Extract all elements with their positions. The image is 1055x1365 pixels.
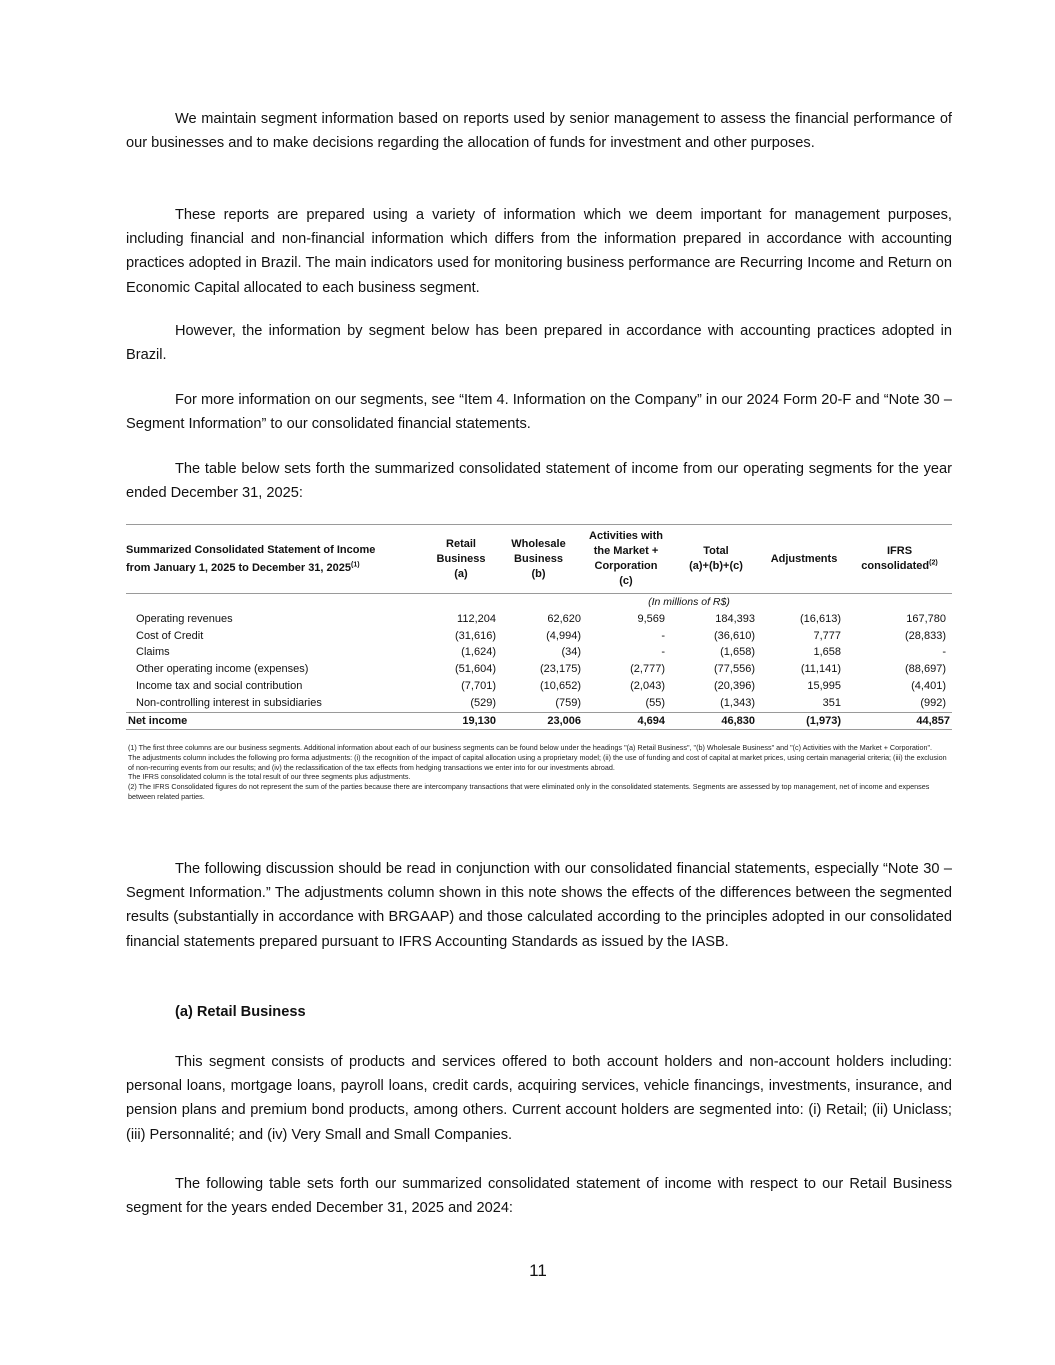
paragraph-following-discussion: The following discussion should be read in conjunction with our consolidated financial statements, especially “Note 30 – Segment Information.” The adjustments column shown in this note shows the effects of the differences between the segmented results (substantially in accordance with BRGAAP) and those calculated according to the principles adopted in our consolidated financial statements prepared pursuant to IFRS Accounting Standards as issued by the IASB. — [126, 861, 952, 950]
column-header-wholesale: Wholesale Business (b) — [496, 525, 581, 594]
footnote-2: (2) The IFRS Consolidated figures do not represent the sum of the parties because there are intercompany transactions that were eliminated only in the consolidated statements. Segments are assessed by top management, net of income and expenses between related parties. — [128, 782, 930, 801]
net-income-row: Net income 19,130 23,006 4,694 46,830 (1,973) 44,857 — [126, 712, 952, 730]
footnote-ifrs-column: The IFRS consolidated column is the total result of our three segments plus adjustments. — [128, 772, 411, 782]
paragraph-retail-segment: This segment consists of products and services offered to both account holders and non-account holders including: personal loans, mortgage loans, payroll loans, credit cards, acquiring services, vehicle financings, investments, insurance, and pension plans and premium bond products, among others. Current account holders are segmented into: (i) Retail; (ii) Uniclass; (iii) Personnalité; and (iv) Very Small and Small Companies. — [126, 1054, 952, 1143]
footnote-adjustments: The adjustments column includes the following pro forma adjustments: (i) the recognition of the impact of capital allocation using a proprietary model; (ii) the use of funding and cost of capital at market prices, using certain managerial criteria; (iii) the exclusion of non-recurring events from our results; and (iv) the reclassification of the tax effects from hedging transactions we enter into for our investments abroad. — [128, 752, 947, 772]
table-row: Operating revenues 112,204 62,620 9,569 184,393 (16,613) 167,780 — [136, 612, 946, 625]
table-row: Cost of Credit (31,616) (4,994) - (36,610) 7,777 (28,833) — [136, 629, 946, 642]
table-row: Other operating income (expenses) (51,604) (23,175) (2,777) (77,556) (11,141) (88,697) — [136, 663, 946, 676]
table-row: Non-controlling interest in subsidiaries (529) (759) (55) (1,343) 351 (992) — [136, 696, 946, 709]
column-header-retail: Retail Business (a) — [426, 525, 496, 594]
table-footnotes — [128, 743, 953, 802]
paragraph-reports-prepared: These reports are prepared using a variety of information which we deem important for management purposes, including financial and non-financial information which differs from the information prepared in accordance with accounting practices adopted in Brazil. The main indicators used for monitoring business performance are Recurring Income and Return on Economic Capital allocated to each business segment. — [126, 207, 952, 296]
column-header-market-corporation: Activities with the Market + Corporation (c) — [581, 525, 671, 594]
section-heading-retail-business: (a) Retail Business — [175, 1004, 306, 1020]
unit-note-row — [126, 594, 952, 611]
column-header-total: Total (a)+(b)+(c) — [671, 525, 761, 594]
segment-income-table — [126, 525, 952, 730]
page-number: 11 — [529, 1261, 547, 1280]
segment-income-table-container — [126, 524, 952, 730]
table-row: Claims (1,624) (34) - (1,658) 1,658 - — [136, 646, 946, 659]
paragraph-retail-table-intro: The following table sets forth our summarized consolidated statement of income with respect to our Retail Business segment for the years ended December 31, 2025 and 2024: — [126, 1176, 952, 1217]
column-header-ifrs: IFRS consolidated$^{(2)}$ — [847, 525, 952, 594]
table-title: Summarized Consolidated Statement of Income from January 1, 2025 to December 31, 2025$^{(1)}$ — [126, 525, 426, 594]
paragraph-segment-information: We maintain segment information based on reports used by senior management to assess the financial performance of our businesses and to make decisions regarding the allocation of funds for investment and other purposes. — [126, 111, 952, 152]
column-header-adjustments: Adjustments — [761, 525, 847, 594]
paragraph-table-intro: The table below sets forth the summarized consolidated statement of income from our operating segments for the year ended December 31, 2025: — [126, 461, 952, 502]
paragraph-brazil-practices: However, the information by segment below has been prepared in accordance with accounting practices adopted in Brazil. — [126, 323, 952, 364]
paragraph-more-information: For more information on our segments, see “Item 4. Information on the Company” in our 2024 Form 20-F and “Note 30 – Segment Information” to our consolidated financial statements. — [126, 392, 952, 433]
table-row: Income tax and social contribution (7,701) (10,652) (2,043) (20,396) 15,995 (4,401) — [136, 679, 946, 692]
unit-note: (In millions of R$) — [648, 596, 730, 608]
footnote-1: (1) The first three columns are our business segments. Additional information about each of our business segments can be found below under the headings "(a) Retail Business", "(b) Wholesale Business" and "(c) Activities with the Market + Corporation". — [128, 743, 933, 752]
table-header-row — [126, 525, 952, 594]
